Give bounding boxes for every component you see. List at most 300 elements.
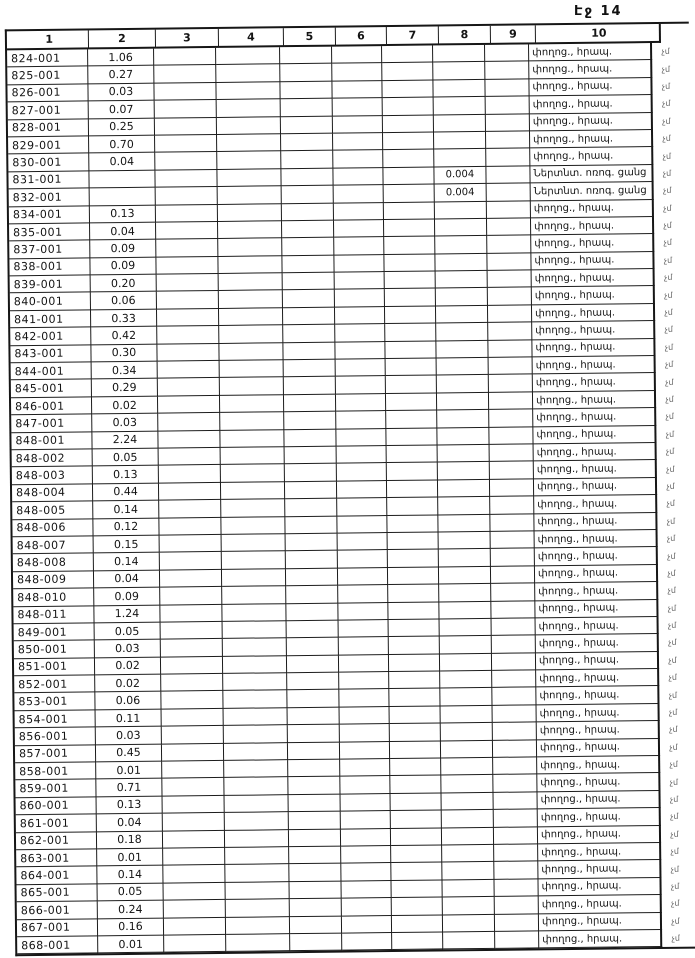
cell-col4	[224, 725, 288, 743]
cell-area: 0.44	[93, 483, 159, 501]
cell-col3	[164, 900, 226, 918]
cell-col8	[442, 810, 494, 828]
cell-parcel-code: 831-001	[8, 171, 89, 189]
edge-scan-mark: չմ	[671, 933, 680, 943]
cell-land-usage: փողոց., հրապ.	[538, 791, 662, 810]
cell-col6	[333, 203, 384, 221]
cell-col7	[385, 324, 437, 342]
cell-col9	[492, 688, 537, 706]
cell-col3	[155, 135, 217, 153]
cell-col5	[281, 134, 333, 152]
cell-area: 0.34	[92, 362, 158, 380]
cell-col5	[283, 307, 335, 325]
edge-scan-mark: չմ	[668, 673, 677, 683]
cell-col5	[285, 481, 337, 499]
edge-scan-mark: չմ	[670, 812, 679, 822]
cell-col5	[284, 394, 336, 412]
cell-col6	[332, 63, 383, 81]
cell-col6	[336, 411, 387, 429]
cell-col5	[287, 655, 339, 673]
cell-col9	[492, 723, 537, 741]
cell-col3	[164, 917, 226, 935]
cell-area: 0.06	[95, 692, 161, 710]
cell-col8	[438, 497, 490, 515]
cell-col9	[490, 531, 535, 549]
cell-parcel-code: 848-004	[12, 484, 93, 502]
cell-col9	[489, 462, 534, 480]
cell-parcel-code: 824-001	[7, 49, 88, 67]
cell-col7	[392, 915, 444, 933]
cell-land-usage: փողոց., հրապ.	[538, 808, 662, 827]
cell-parcel-code: 848-009	[13, 571, 94, 589]
cell-area: 0.20	[91, 275, 157, 293]
cell-col7	[384, 202, 436, 220]
cell-col6	[342, 916, 393, 934]
cell-col4	[224, 760, 288, 778]
cell-col8	[437, 375, 489, 393]
edge-scan-mark: չմ	[670, 881, 680, 891]
cell-col9	[486, 149, 531, 167]
cell-col9	[494, 914, 539, 932]
edge-scan-mark: չմ	[665, 446, 675, 457]
edge-scan-mark: չմ	[664, 290, 673, 300]
edge-scan-mark: չմ	[666, 499, 675, 509]
cell-parcel-code: 848-008	[13, 554, 94, 572]
cell-col9	[489, 410, 534, 428]
cell-col6	[338, 603, 389, 621]
cell-col4	[226, 899, 290, 917]
edge-scan-mark: չմ	[662, 151, 672, 161]
cell-col4	[226, 865, 290, 883]
cell-area: 0.45	[96, 744, 162, 762]
cell-col3	[154, 48, 216, 66]
cell-area: 0.13	[90, 205, 156, 223]
cell-col6	[335, 324, 386, 342]
cell-col3	[155, 152, 217, 170]
cell-col5	[286, 568, 338, 586]
cell-parcel-code: 825-001	[7, 67, 88, 85]
cell-col8	[440, 636, 492, 654]
cell-col8	[438, 480, 490, 498]
cell-parcel-code: 867-001	[17, 919, 98, 937]
cell-parcel-code: 848-011	[13, 606, 94, 624]
cell-col8	[439, 532, 491, 550]
cell-land-usage: փողոց., հրապ.	[539, 912, 663, 931]
edge-scan-mark: չմ	[663, 220, 672, 230]
cell-land-usage: փողոց., հրապ.	[535, 565, 659, 584]
cell-col6	[338, 637, 389, 655]
cell-col7	[390, 793, 442, 811]
edge-scan-mark: չմ	[668, 707, 678, 717]
cell-area: 0.14	[97, 866, 163, 884]
cell-col4	[217, 99, 281, 117]
cell-col3	[157, 344, 219, 362]
cell-col8	[436, 306, 488, 324]
cell-parcel-code: 863-001	[16, 849, 97, 867]
cell-area: 0.70	[89, 136, 155, 154]
cell-parcel-code: 848-001	[11, 432, 92, 450]
cell-col9	[489, 444, 534, 462]
cell-area: 0.03	[96, 727, 162, 745]
cell-area: 0.14	[93, 501, 159, 519]
cell-col6	[337, 533, 388, 551]
edge-scan-mark: չմ	[671, 916, 680, 926]
cell-land-usage: փողոց., հրապ.	[536, 686, 660, 705]
cell-col9	[491, 636, 536, 654]
cell-parcel-code: 868-001	[17, 936, 98, 954]
cell-col8	[441, 740, 493, 758]
cell-col7	[385, 272, 437, 290]
cell-col3	[158, 413, 220, 431]
cell-col4	[219, 308, 283, 326]
cell-col7	[390, 758, 442, 776]
cell-area: 0.01	[97, 849, 163, 867]
cell-land-usage: փողոց., հրապ.	[535, 530, 659, 549]
cell-col3	[156, 187, 218, 205]
cell-parcel-code: 832-001	[9, 189, 90, 207]
cell-col8	[433, 45, 485, 63]
cell-col7	[384, 254, 436, 272]
cell-col6	[341, 846, 392, 864]
cell-land-usage: փողոց., հրապ.	[535, 547, 659, 566]
cell-col4	[224, 708, 288, 726]
cell-col4	[218, 169, 282, 187]
edge-scan-mark: չմ	[671, 899, 680, 909]
page-number-label: Էջ 14	[574, 4, 623, 19]
cell-col5	[283, 255, 335, 273]
cell-col4	[223, 673, 287, 691]
cell-col3	[156, 204, 218, 222]
edge-scan-mark: չմ	[665, 377, 674, 387]
cell-col6	[337, 481, 388, 499]
cell-land-usage: փողոց., հրապ.	[531, 234, 655, 253]
cell-col7	[386, 393, 438, 411]
cell-area: 0.06	[91, 292, 157, 310]
cell-col6	[334, 255, 385, 273]
cell-col5	[285, 429, 337, 447]
cell-col8	[442, 775, 494, 793]
edge-scan-mark: չմ	[662, 116, 671, 126]
cell-land-usage: փողոց., հրապ.	[533, 391, 657, 410]
cell-parcel-code: 837-001	[9, 241, 90, 259]
cell-col8	[437, 393, 489, 411]
cell-area: 0.24	[98, 901, 164, 919]
cell-col9	[493, 827, 538, 845]
cell-land-usage: փողոց., հրապ.	[538, 878, 662, 897]
cell-col7	[387, 515, 439, 533]
cell-col9	[487, 218, 532, 236]
cell-area: 0.33	[91, 310, 157, 328]
cell-col9	[490, 479, 535, 497]
cell-parcel-code: 853-001	[14, 693, 95, 711]
cell-col7	[386, 376, 438, 394]
cell-col4	[219, 325, 283, 343]
edge-scan-mark: չմ	[662, 133, 671, 144]
cell-col3	[154, 83, 216, 101]
table-body	[7, 43, 695, 955]
cell-col3	[160, 535, 222, 553]
cell-col4	[218, 221, 282, 239]
cell-col9	[490, 497, 535, 515]
cell-col6	[341, 829, 392, 847]
cell-land-usage: փողոց., հրապ.	[531, 200, 655, 219]
cell-col8	[434, 149, 486, 167]
cell-land-usage: փողոց., հրապ.	[534, 513, 658, 532]
cell-area: 0.13	[96, 796, 162, 814]
cell-land-usage: փողոց., հրապ.	[530, 130, 654, 149]
cell-land-usage: փողոց., հրապ.	[532, 321, 656, 340]
cell-land-usage: փողոց., հրապ.	[530, 113, 654, 132]
cell-col4	[226, 882, 290, 900]
cell-col5	[283, 290, 335, 308]
cell-col6	[332, 46, 383, 64]
cell-col4	[220, 395, 284, 413]
cell-col5	[287, 603, 339, 621]
cell-col3	[162, 726, 224, 744]
cell-col7	[391, 863, 443, 881]
cell-area: 0.71	[96, 779, 162, 797]
cell-parcel-code: 845-001	[11, 380, 92, 398]
cell-col4	[217, 117, 281, 135]
cell-col5	[288, 725, 340, 743]
edge-scan-mark: չմ	[664, 307, 673, 317]
cell-col8	[434, 114, 486, 132]
cell-col8	[438, 462, 490, 480]
cell-col6	[338, 620, 389, 638]
cell-col9	[489, 392, 534, 410]
cell-land-usage: փողոց., հրապ.	[533, 356, 657, 375]
cell-land-usage: փողոց., հրապ.	[532, 304, 656, 323]
edge-scan-mark: չմ	[663, 186, 672, 196]
cell-col8	[435, 236, 487, 254]
cell-col8	[437, 358, 489, 376]
edge-scan-mark: չմ	[665, 429, 675, 439]
cell-col9	[495, 931, 540, 949]
cell-col6	[334, 237, 385, 255]
cell-col3	[159, 465, 221, 483]
edge-scan-mark: չմ	[665, 412, 674, 422]
cell-land-usage: Ներտնտ. ոռոգ. ցանց	[531, 182, 655, 201]
cell-parcel-code: 829-001	[8, 136, 89, 154]
cell-land-usage: փողոց., հրապ.	[536, 669, 660, 688]
cell-parcel-code: 848-002	[12, 449, 93, 467]
cell-col3	[161, 691, 223, 709]
cell-col9	[493, 740, 538, 758]
cell-col5	[282, 186, 334, 204]
cell-col3	[159, 500, 221, 518]
edge-scan-mark: չմ	[668, 690, 678, 700]
cell-col9	[488, 305, 533, 323]
cell-col9	[487, 236, 532, 254]
cell-area: 0.04	[94, 570, 160, 588]
cell-col6	[337, 516, 388, 534]
cell-col7	[385, 289, 437, 307]
cell-col5	[286, 586, 338, 604]
cell-col8	[434, 62, 486, 80]
cell-col5	[285, 464, 337, 482]
cell-col9	[492, 670, 537, 688]
cell-col4	[222, 534, 286, 552]
cell-land-usage: փողոց., հրապ.	[539, 895, 663, 914]
cell-land-usage: փողոց., հրապ.	[536, 652, 660, 671]
cell-col7	[382, 80, 434, 98]
cell-area: 0.09	[90, 240, 156, 258]
cell-area: 1.06	[88, 49, 154, 67]
cell-col5	[285, 447, 337, 465]
cell-col6	[336, 394, 387, 412]
cell-col3	[161, 657, 223, 675]
edge-scan-mark: չմ	[670, 846, 679, 857]
cell-col6	[333, 133, 384, 151]
cell-col5	[286, 551, 338, 569]
cell-col8	[436, 288, 488, 306]
edge-scan-mark: չմ	[662, 168, 672, 178]
cell-col6	[333, 150, 384, 168]
cell-col8	[442, 845, 494, 863]
cell-col4	[222, 517, 286, 535]
cell-col9	[486, 184, 531, 202]
cell-col8	[441, 723, 493, 741]
cell-col3	[157, 274, 219, 292]
edge-scan-mark: չմ	[667, 603, 677, 613]
cell-col4	[220, 360, 284, 378]
edge-scan-mark: չմ	[669, 777, 679, 787]
cell-land-usage: փողոց., հրապ.	[537, 721, 661, 740]
cell-parcel-code: 830-001	[8, 154, 89, 172]
table-tilt-wrapper	[5, 22, 695, 957]
cell-col3	[162, 761, 224, 779]
cell-area	[90, 188, 156, 206]
cell-col7	[389, 637, 441, 655]
column-header-4: 4	[219, 28, 284, 48]
edge-scan-mark: չմ	[664, 360, 674, 370]
cell-parcel-code: 841-001	[10, 310, 91, 328]
cell-col3	[159, 483, 221, 501]
cell-col8	[442, 793, 494, 811]
cell-col4	[219, 273, 283, 291]
cell-col8	[441, 758, 493, 776]
cell-col9	[486, 201, 531, 219]
edge-scan-mark: չմ	[669, 794, 679, 804]
cell-col3	[156, 257, 218, 275]
cell-col9	[493, 810, 538, 828]
cell-land-usage: փողոց., հրապ.	[533, 373, 657, 392]
cell-parcel-code: 843-001	[10, 345, 91, 363]
cell-area: 0.14	[94, 553, 160, 571]
cell-land-usage: փողոց., հրապ.	[534, 443, 658, 462]
edge-scan-mark: չմ	[662, 99, 671, 109]
cell-area: 0.18	[97, 831, 163, 849]
cell-col3	[162, 744, 224, 762]
cell-col7	[389, 619, 441, 637]
cell-col9	[492, 653, 537, 671]
cell-land-usage: փողոց., հրապ.	[532, 269, 656, 288]
cell-col9	[494, 896, 539, 914]
cell-col7	[390, 776, 442, 794]
cell-land-usage: փողոց., հրապ.	[534, 460, 658, 479]
cell-parcel-code: 848-010	[13, 588, 94, 606]
cell-area: 0.02	[92, 396, 158, 414]
cell-col7	[392, 898, 444, 916]
cell-col4	[220, 412, 284, 430]
cell-col8	[442, 827, 494, 845]
cell-col7	[392, 932, 444, 950]
cell-parcel-code: 839-001	[10, 275, 91, 293]
edge-scan-mark: չմ	[661, 81, 671, 91]
cell-col7	[388, 567, 440, 585]
cell-col7	[389, 689, 441, 707]
cell-area: 0.25	[89, 118, 155, 136]
cell-area: 0.15	[94, 536, 160, 554]
cell-col6	[335, 342, 386, 360]
cell-col6	[335, 359, 386, 377]
cell-col5	[281, 81, 333, 99]
cell-col5	[285, 499, 337, 517]
cell-land-usage: փողոց., հրապ.	[537, 773, 661, 792]
cell-parcel-code: 866-001	[17, 901, 98, 919]
edge-scan-mark: չմ	[666, 533, 676, 543]
cell-col9	[494, 879, 539, 897]
cell-area: 0.03	[95, 640, 161, 658]
cell-col5	[288, 690, 340, 708]
cell-col8	[443, 897, 495, 915]
cell-col9	[485, 97, 530, 115]
cell-col7	[383, 167, 435, 185]
column-header-1: 1	[7, 30, 89, 50]
cell-col5	[286, 534, 338, 552]
cell-area: 0.01	[96, 762, 162, 780]
cell-parcel-code: 858-001	[15, 762, 96, 780]
cell-col3	[155, 118, 217, 136]
cell-land-usage: փողոց., հրապ.	[529, 78, 653, 97]
cell-parcel-code: 860-001	[16, 797, 97, 815]
cell-parcel-code: 848-003	[12, 467, 93, 485]
cell-area: 0.11	[95, 709, 161, 727]
cell-col5	[285, 412, 337, 430]
cell-col9	[487, 253, 532, 271]
cell-land-usage: փողոց., հրապ.	[530, 95, 654, 114]
cell-area: 0.27	[88, 66, 154, 84]
cell-col4	[221, 499, 285, 517]
cell-col8	[443, 914, 495, 932]
edge-scan-mark: չմ	[663, 238, 673, 248]
cell-col7	[383, 115, 435, 133]
column-header-3: 3	[156, 29, 219, 49]
cell-col4	[218, 186, 282, 204]
cell-col9	[490, 549, 535, 567]
cell-land-usage: փողոց., հրապ.	[535, 599, 659, 618]
cell-col5	[282, 221, 334, 239]
cell-col5	[290, 881, 342, 899]
edge-scan-mark: չմ	[667, 551, 676, 561]
edge-scan-mark: չմ	[668, 638, 677, 648]
cell-parcel-code: 859-001	[15, 780, 96, 798]
cell-col5	[290, 934, 342, 952]
cell-col5	[288, 760, 340, 778]
column-header-2: 2	[89, 30, 156, 50]
cell-col8	[439, 567, 491, 585]
cell-parcel-code: 848-006	[12, 519, 93, 537]
cell-col8	[441, 706, 493, 724]
cell-parcel-code: 826-001	[7, 84, 88, 102]
cell-col5	[289, 777, 341, 795]
cell-area: 0.12	[93, 518, 159, 536]
cell-col5	[289, 847, 341, 865]
cell-col4	[225, 812, 289, 830]
edge-scan-mark: չմ	[661, 46, 670, 57]
cell-col8	[441, 688, 493, 706]
cell-col6	[335, 376, 386, 394]
